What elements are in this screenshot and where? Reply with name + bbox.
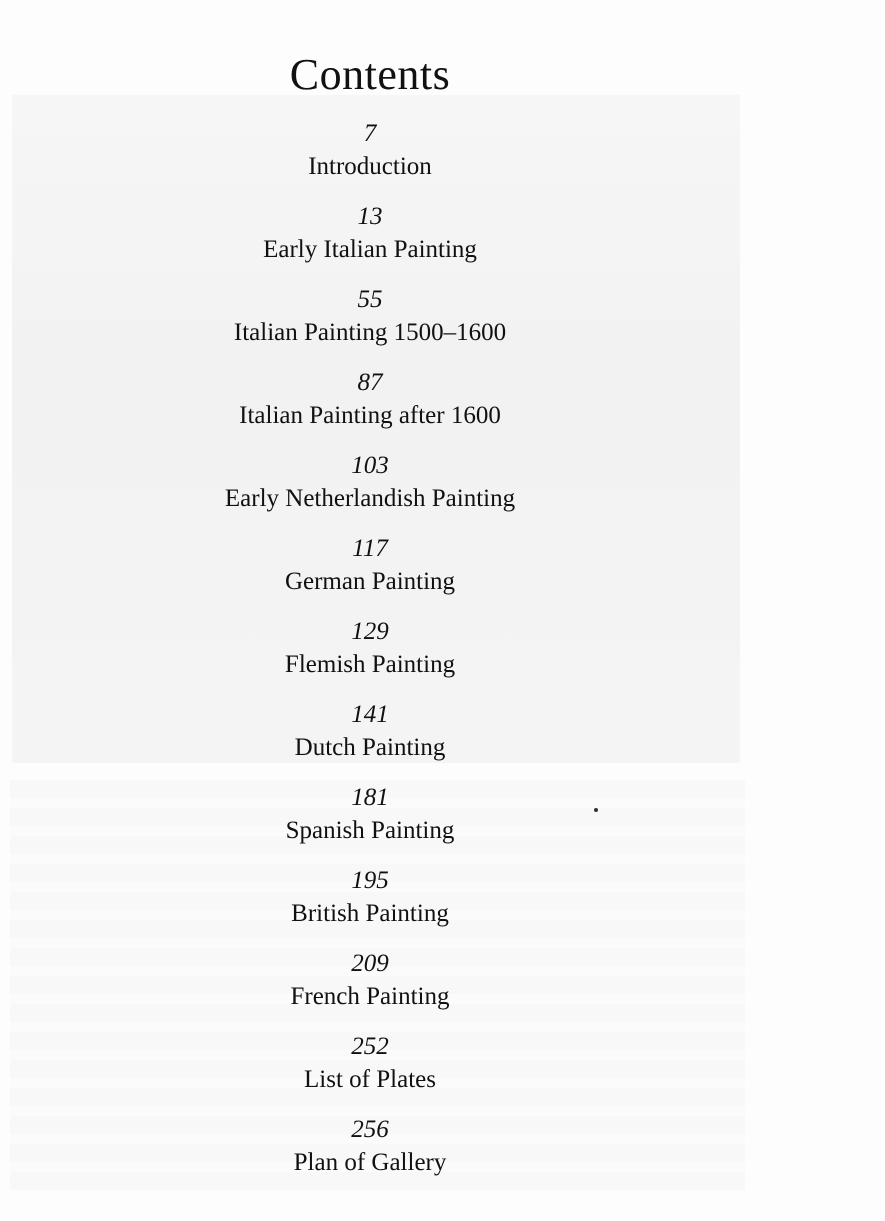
toc-chapter-title: Early Italian Painting xyxy=(263,236,477,263)
toc-chapter-title: Introduction xyxy=(308,153,432,180)
toc-chapter-title: German Painting xyxy=(284,568,456,595)
toc-page-number: 55 xyxy=(357,286,383,313)
toc-page-number: 87 xyxy=(357,369,383,396)
toc-entry-early-netherlandish-painting xyxy=(0,447,740,530)
toc-page-number: 209 xyxy=(351,950,389,977)
toc-chapter-title: List of Plates xyxy=(304,1066,436,1093)
toc-chapter-title: Spanish Painting xyxy=(285,817,455,844)
toc-entry-dutch-painting xyxy=(0,696,740,779)
toc-chapter-title: Dutch Painting xyxy=(294,734,446,761)
toc-page-number: 117 xyxy=(352,535,388,562)
toc-entry-french-painting xyxy=(0,945,740,1028)
toc-page-number: 195 xyxy=(351,867,389,894)
toc-page-number: 252 xyxy=(351,1033,389,1060)
toc-page-number: 129 xyxy=(351,618,389,645)
toc-entry-italian-painting-after-1600 xyxy=(0,364,740,447)
toc-chapter-title: Italian Painting 1500–1600 xyxy=(233,319,507,346)
toc-chapter-title: Flemish Painting xyxy=(284,651,456,678)
table-of-contents xyxy=(0,115,740,1194)
toc-entry-british-painting xyxy=(0,862,740,945)
toc-entry-plan-of-gallery xyxy=(0,1111,740,1194)
toc-page-number: 256 xyxy=(351,1116,389,1143)
toc-entry-flemish-painting xyxy=(0,613,740,696)
toc-entry-spanish-painting xyxy=(0,779,740,862)
toc-chapter-title: Italian Painting after 1600 xyxy=(239,402,501,429)
toc-page-number: 181 xyxy=(351,784,389,811)
toc-entry-german-painting xyxy=(0,530,740,613)
toc-chapter-title: Plan of Gallery xyxy=(293,1149,447,1176)
page-title: Contents xyxy=(289,50,451,100)
toc-entry-list-of-plates xyxy=(0,1028,740,1111)
toc-entry-early-italian-painting xyxy=(0,198,740,281)
toc-page-number: 141 xyxy=(351,701,389,728)
toc-chapter-title: Early Netherlandish Painting xyxy=(224,485,516,512)
toc-entry-italian-painting-1500-1600 xyxy=(0,281,740,364)
toc-chapter-title: French Painting xyxy=(290,983,450,1010)
toc-page-number: 7 xyxy=(363,120,377,147)
toc-entry-introduction xyxy=(0,115,740,198)
toc-page-number: 103 xyxy=(351,452,389,479)
toc-chapter-title: British Painting xyxy=(291,900,449,927)
toc-page-number: 13 xyxy=(357,203,383,230)
